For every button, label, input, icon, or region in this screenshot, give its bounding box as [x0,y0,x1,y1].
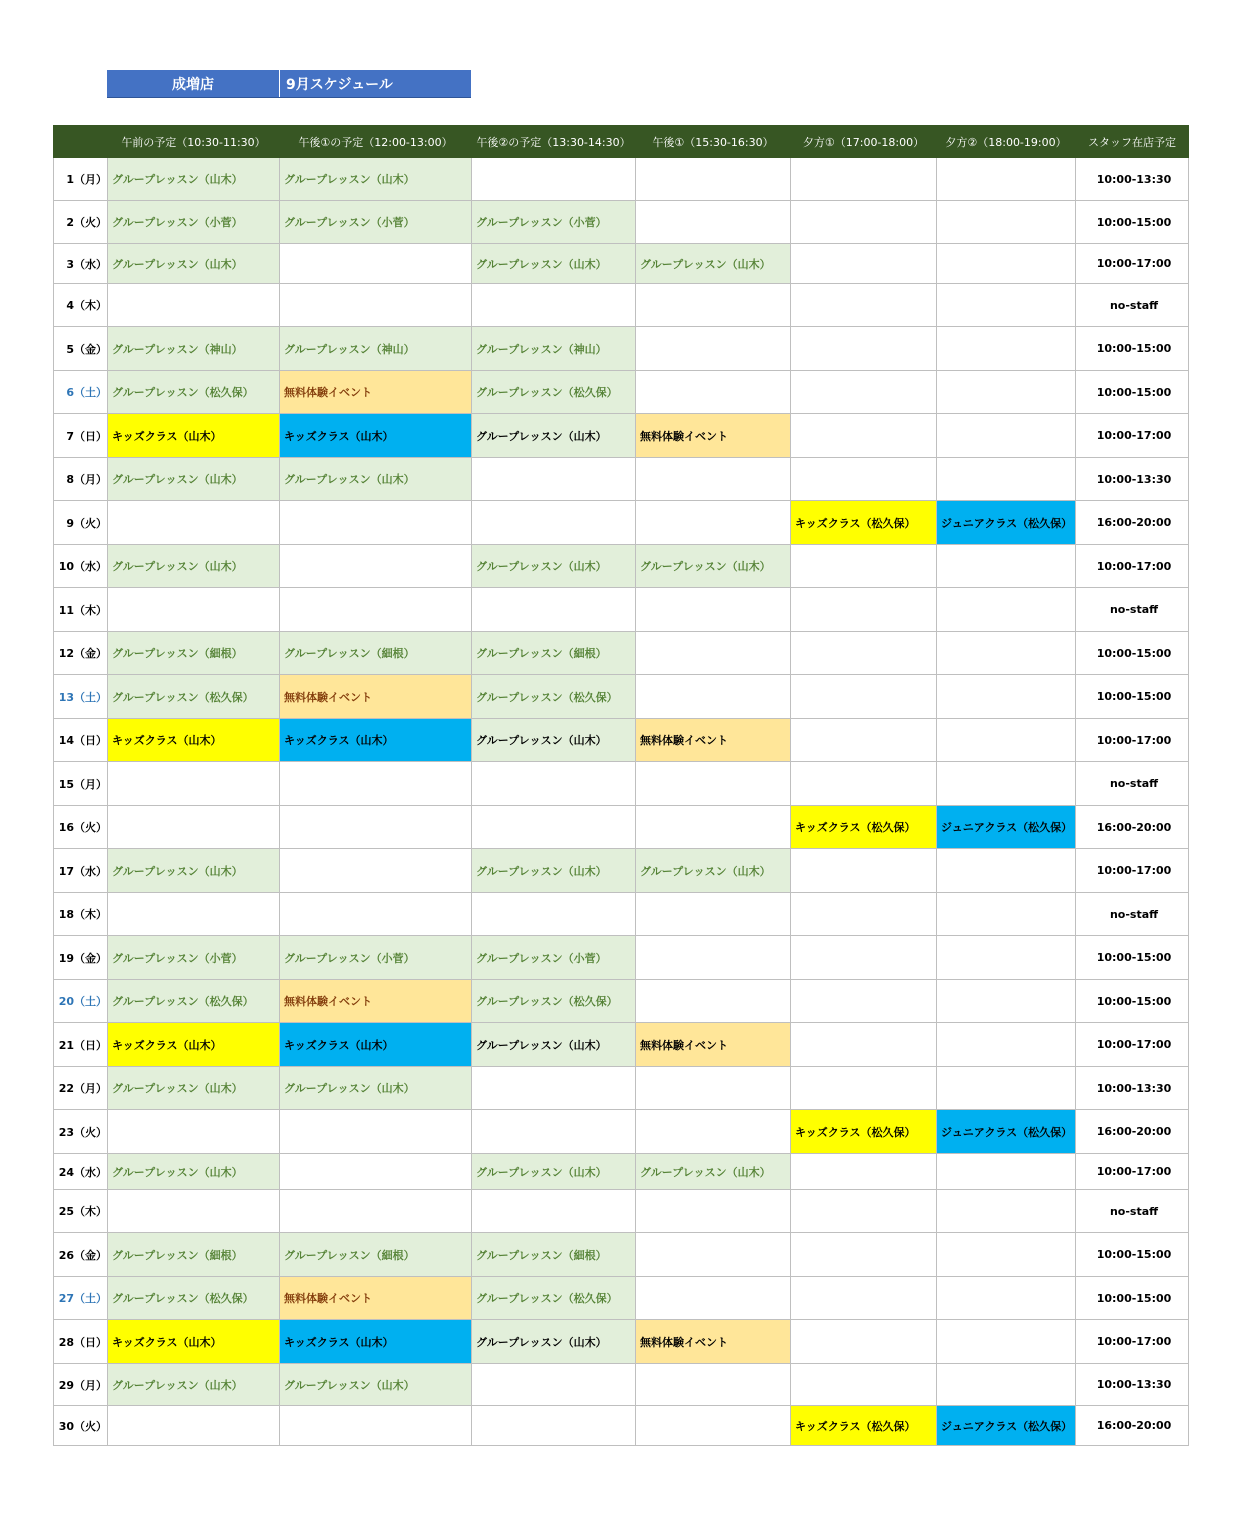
table-row [54,980,1189,1023]
day-cell: 3（水） [54,244,108,284]
slot-morning[interactable]: グループレッスン（山木） [108,849,280,893]
slot-afternoon-1[interactable]: 無料体験イベント [280,675,472,719]
staff-hours: 10:00-15:00 [1076,327,1189,371]
slot-morning[interactable]: グループレッスン（小菅） [108,936,280,980]
slot-afternoon-2[interactable]: グループレッスン（細根） [472,632,636,675]
staff-hours: no-staff [1076,284,1189,327]
staff-hours: no-staff [1076,893,1189,936]
slot-evening-2[interactable] [937,632,1076,675]
table-row [54,849,1189,893]
slot-afternoon-1[interactable] [280,849,472,893]
slot-afternoon-2[interactable]: グループレッスン（小菅） [472,201,636,244]
header-evening-1: 夕方①（17:00-18:00） [791,126,937,158]
slot-afternoon-3[interactable]: 無料体験イベント [636,719,791,762]
slot-evening-1[interactable] [791,1320,937,1364]
slot-evening-1[interactable] [791,980,937,1023]
slot-morning[interactable]: グループレッスン（山木） [108,244,280,284]
slot-evening-2[interactable] [937,158,1076,201]
slot-afternoon-3[interactable] [636,458,791,501]
slot-afternoon-2[interactable] [472,1190,636,1233]
slot-evening-1[interactable] [791,1233,937,1277]
staff-hours: 10:00-13:30 [1076,1364,1189,1406]
slot-evening-2[interactable] [937,1233,1076,1277]
day-cell: 17（水） [54,849,108,893]
slot-afternoon-1[interactable] [280,588,472,632]
slot-evening-2[interactable] [937,936,1076,980]
slot-evening-2[interactable] [937,327,1076,371]
slot-afternoon-2[interactable]: グループレッスン（松久保） [472,675,636,719]
table-row [54,158,1189,201]
header-staff: スタッフ在店予定 [1076,126,1189,158]
slot-afternoon-1[interactable] [280,893,472,936]
slot-afternoon-1[interactable]: キッズクラス（山木） [280,1320,472,1364]
slot-afternoon-3[interactable] [636,1190,791,1233]
store-name: 成増店 [107,70,280,97]
slot-afternoon-1[interactable]: グループレッスン（山木） [280,1364,472,1406]
slot-evening-1[interactable] [791,158,937,201]
slot-afternoon-3[interactable] [636,1067,791,1110]
slot-evening-2[interactable] [937,675,1076,719]
staff-hours: 10:00-17:00 [1076,849,1189,893]
staff-hours: 16:00-20:00 [1076,806,1189,849]
slot-evening-1[interactable] [791,762,937,806]
slot-afternoon-3[interactable]: グループレッスン（山木） [636,244,791,284]
table-row [54,1320,1189,1364]
slot-afternoon-2[interactable] [472,588,636,632]
staff-hours: 10:00-15:00 [1076,675,1189,719]
slot-evening-1[interactable] [791,1277,937,1320]
staff-hours: no-staff [1076,588,1189,632]
day-cell: 14（日） [54,719,108,762]
staff-hours: 10:00-15:00 [1076,201,1189,244]
slot-morning[interactable]: キッズクラス（山木） [108,1320,280,1364]
day-cell: 10（水） [54,545,108,588]
slot-evening-1[interactable] [791,201,937,244]
table-row [54,762,1189,806]
table-row [54,501,1189,545]
day-cell: 8（月） [54,458,108,501]
slot-evening-2[interactable]: ジュニアクラス（松久保） [937,806,1076,849]
table-row [54,201,1189,244]
day-cell: 20（土） [54,980,108,1023]
slot-morning[interactable] [108,806,280,849]
slot-afternoon-1[interactable]: グループレッスン（細根） [280,1233,472,1277]
slot-afternoon-2[interactable] [472,806,636,849]
slot-evening-1[interactable] [791,244,937,284]
day-cell: 4（木） [54,284,108,327]
slot-morning[interactable]: グループレッスン（山木） [108,1067,280,1110]
header-afternoon-1: 午後①の予定（12:00-13:00） [280,126,472,158]
slot-evening-1[interactable] [791,588,937,632]
day-cell: 13（土） [54,675,108,719]
staff-hours: 10:00-15:00 [1076,371,1189,414]
slot-afternoon-1[interactable] [280,244,472,284]
slot-afternoon-2[interactable] [472,893,636,936]
slot-afternoon-3[interactable] [636,1364,791,1406]
slot-afternoon-1[interactable]: キッズクラス（山木） [280,1023,472,1067]
slot-morning[interactable]: キッズクラス（山木） [108,414,280,458]
slot-afternoon-2[interactable]: グループレッスン（山木） [472,849,636,893]
slot-afternoon-3[interactable] [636,1277,791,1320]
day-cell: 15（月） [54,762,108,806]
slot-morning[interactable]: グループレッスン（松久保） [108,371,280,414]
staff-hours: 10:00-17:00 [1076,545,1189,588]
slot-evening-1[interactable] [791,675,937,719]
table-row [54,936,1189,980]
slot-evening-1[interactable] [791,936,937,980]
slot-afternoon-2[interactable]: グループレッスン（山木） [472,244,636,284]
staff-hours: 10:00-17:00 [1076,1023,1189,1067]
slot-afternoon-1[interactable]: グループレッスン（小菅） [280,936,472,980]
table-row [54,806,1189,849]
day-cell: 25（木） [54,1190,108,1233]
slot-evening-2[interactable] [937,1320,1076,1364]
header-afternoon-3: 午後①（15:30-16:30） [636,126,791,158]
slot-morning[interactable]: グループレッスン（神山） [108,327,280,371]
slot-evening-1[interactable] [791,545,937,588]
day-cell: 9（火） [54,501,108,545]
slot-evening-1[interactable]: キッズクラス（松久保） [791,501,937,545]
slot-morning[interactable]: キッズクラス（山木） [108,1023,280,1067]
staff-hours: 10:00-13:30 [1076,1067,1189,1110]
day-cell: 23（火） [54,1110,108,1154]
slot-morning[interactable] [108,588,280,632]
day-cell: 6（土） [54,371,108,414]
table-row [54,893,1189,936]
slot-evening-2[interactable] [937,1277,1076,1320]
table-row [54,1277,1189,1320]
slot-evening-1[interactable] [791,893,937,936]
schedule-table [53,125,1189,1446]
table-row [54,1364,1189,1406]
slot-morning[interactable]: グループレッスン（山木） [108,158,280,201]
slot-afternoon-2[interactable]: グループレッスン（山木） [472,719,636,762]
slot-afternoon-1[interactable]: 無料体験イベント [280,980,472,1023]
slot-afternoon-1[interactable] [280,501,472,545]
slot-afternoon-1[interactable] [280,284,472,327]
header-row [54,126,1189,158]
header-evening-2: 夕方②（18:00-19:00） [937,126,1076,158]
slot-afternoon-3[interactable] [636,980,791,1023]
slot-afternoon-2[interactable]: グループレッスン（松久保） [472,371,636,414]
slot-evening-1[interactable]: キッズクラス（松久保） [791,1406,937,1446]
slot-afternoon-1[interactable] [280,1154,472,1190]
staff-hours: no-staff [1076,1190,1189,1233]
day-cell: 26（金） [54,1233,108,1277]
slot-afternoon-1[interactable]: グループレッスン（山木） [280,1067,472,1110]
slot-evening-2[interactable] [937,201,1076,244]
slot-afternoon-2[interactable]: グループレッスン（山木） [472,1320,636,1364]
slot-morning[interactable] [108,1190,280,1233]
slot-afternoon-3[interactable] [636,1406,791,1446]
slot-morning[interactable] [108,762,280,806]
slot-afternoon-3[interactable] [636,371,791,414]
slot-morning[interactable]: グループレッスン（細根） [108,632,280,675]
slot-afternoon-2[interactable]: グループレッスン（松久保） [472,980,636,1023]
slot-afternoon-2[interactable]: グループレッスン（神山） [472,327,636,371]
staff-hours: 10:00-15:00 [1076,936,1189,980]
staff-hours: 10:00-15:00 [1076,632,1189,675]
staff-hours: 10:00-15:00 [1076,1233,1189,1277]
slot-morning[interactable]: キッズクラス（山木） [108,719,280,762]
slot-afternoon-3[interactable] [636,201,791,244]
table-row [54,1110,1189,1154]
table-row [54,327,1189,371]
table-row [54,632,1189,675]
slot-afternoon-1[interactable]: グループレッスン（山木） [280,458,472,501]
staff-hours: 16:00-20:00 [1076,501,1189,545]
slot-morning[interactable] [108,893,280,936]
slot-afternoon-1[interactable]: 無料体験イベント [280,1277,472,1320]
slot-evening-1[interactable] [791,1023,937,1067]
slot-evening-2[interactable] [937,980,1076,1023]
slot-evening-1[interactable] [791,458,937,501]
slot-evening-2[interactable] [937,284,1076,327]
slot-afternoon-3[interactable]: 無料体験イベント [636,414,791,458]
day-cell: 30（火） [54,1406,108,1446]
slot-afternoon-3[interactable] [636,1233,791,1277]
table-row [54,458,1189,501]
slot-evening-1[interactable] [791,1067,937,1110]
slot-morning[interactable]: グループレッスン（松久保） [108,980,280,1023]
slot-afternoon-2[interactable] [472,501,636,545]
slot-afternoon-3[interactable]: 無料体験イベント [636,1023,791,1067]
slot-evening-2[interactable]: ジュニアクラス（松久保） [937,1110,1076,1154]
header-day [54,126,108,158]
table-row [54,1190,1189,1233]
slot-evening-1[interactable] [791,414,937,458]
slot-afternoon-3[interactable]: グループレッスン（山木） [636,1154,791,1190]
slot-afternoon-1[interactable] [280,545,472,588]
slot-afternoon-3[interactable] [636,893,791,936]
staff-hours: 10:00-13:30 [1076,158,1189,201]
day-cell: 18（木） [54,893,108,936]
slot-afternoon-3[interactable]: 無料体験イベント [636,1320,791,1364]
staff-hours: 10:00-17:00 [1076,1154,1189,1190]
slot-afternoon-1[interactable]: グループレッスン（細根） [280,632,472,675]
staff-hours: 10:00-15:00 [1076,1277,1189,1320]
table-row [54,1023,1189,1067]
day-cell: 28（日） [54,1320,108,1364]
slot-afternoon-2[interactable] [472,458,636,501]
day-cell: 21（日） [54,1023,108,1067]
slot-morning[interactable]: グループレッスン（松久保） [108,675,280,719]
slot-afternoon-1[interactable] [280,1406,472,1446]
slot-afternoon-2[interactable]: グループレッスン（山木） [472,1023,636,1067]
staff-hours: 10:00-17:00 [1076,244,1189,284]
staff-hours: 10:00-17:00 [1076,719,1189,762]
slot-evening-1[interactable] [791,849,937,893]
slot-afternoon-2[interactable] [472,1406,636,1446]
table-row [54,675,1189,719]
slot-evening-2[interactable] [937,588,1076,632]
slot-morning[interactable] [108,1110,280,1154]
day-cell: 11（木） [54,588,108,632]
slot-evening-1[interactable] [791,719,937,762]
slot-afternoon-2[interactable]: グループレッスン（山木） [472,545,636,588]
slot-morning[interactable]: グループレッスン（山木） [108,1364,280,1406]
table-row [54,1406,1189,1446]
slot-evening-1[interactable] [791,1190,937,1233]
slot-afternoon-3[interactable] [636,501,791,545]
slot-afternoon-2[interactable]: グループレッスン（山木） [472,1154,636,1190]
slot-evening-1[interactable] [791,371,937,414]
slot-evening-2[interactable] [937,1364,1076,1406]
slot-afternoon-2[interactable] [472,1067,636,1110]
slot-evening-1[interactable] [791,1364,937,1406]
slot-afternoon-3[interactable]: グループレッスン（山木） [636,545,791,588]
slot-morning[interactable]: グループレッスン（山木） [108,545,280,588]
slot-afternoon-3[interactable] [636,762,791,806]
slot-afternoon-1[interactable] [280,1110,472,1154]
slot-afternoon-2[interactable] [472,1110,636,1154]
slot-evening-1[interactable] [791,1154,937,1190]
staff-hours: no-staff [1076,762,1189,806]
slot-afternoon-2[interactable]: グループレッスン（小菅） [472,936,636,980]
table-row [54,719,1189,762]
day-cell: 2（火） [54,201,108,244]
slot-afternoon-3[interactable] [636,632,791,675]
header-morning: 午前の予定（10:30-11:30） [108,126,280,158]
slot-afternoon-2[interactable] [472,284,636,327]
slot-evening-2[interactable] [937,545,1076,588]
slot-afternoon-2[interactable] [472,1364,636,1406]
day-cell: 19（金） [54,936,108,980]
slot-evening-2[interactable] [937,371,1076,414]
slot-afternoon-3[interactable] [636,936,791,980]
day-cell: 24（水） [54,1154,108,1190]
slot-afternoon-3[interactable] [636,327,791,371]
slot-morning[interactable]: グループレッスン（松久保） [108,1277,280,1320]
slot-afternoon-2[interactable]: グループレッスン（松久保） [472,1277,636,1320]
slot-afternoon-2[interactable] [472,762,636,806]
slot-afternoon-3[interactable] [636,588,791,632]
slot-afternoon-1[interactable]: 無料体験イベント [280,371,472,414]
month-title: 9月スケジュール [286,76,393,93]
slot-evening-1[interactable]: キッズクラス（松久保） [791,1110,937,1154]
slot-evening-2[interactable] [937,1067,1076,1110]
slot-afternoon-2[interactable]: グループレッスン（山木） [472,414,636,458]
slot-afternoon-3[interactable]: グループレッスン（山木） [636,849,791,893]
day-cell: 1（月） [54,158,108,201]
table-row [54,371,1189,414]
table-row [54,284,1189,327]
table-row [54,1154,1189,1190]
staff-hours: 16:00-20:00 [1076,1110,1189,1154]
slot-evening-2[interactable] [937,719,1076,762]
slot-afternoon-1[interactable]: グループレッスン（神山） [280,327,472,371]
staff-hours: 10:00-17:00 [1076,414,1189,458]
slot-afternoon-1[interactable] [280,762,472,806]
slot-evening-1[interactable] [791,632,937,675]
slot-evening-2[interactable]: ジュニアクラス（松久保） [937,501,1076,545]
day-cell: 5（金） [54,327,108,371]
staff-hours: 10:00-17:00 [1076,1320,1189,1364]
slot-afternoon-3[interactable] [636,675,791,719]
slot-afternoon-2[interactable]: グループレッスン（細根） [472,1233,636,1277]
staff-hours: 10:00-15:00 [1076,980,1189,1023]
header-afternoon-2: 午後②の予定（13:30-14:30） [472,126,636,158]
day-cell: 7（日） [54,414,108,458]
slot-evening-2[interactable] [937,1023,1076,1067]
slot-morning[interactable]: グループレッスン（山木） [108,1154,280,1190]
day-cell: 29（月） [54,1364,108,1406]
slot-afternoon-2[interactable] [472,158,636,201]
table-row [54,1067,1189,1110]
slot-evening-1[interactable] [791,284,937,327]
slot-evening-2[interactable]: ジュニアクラス（松久保） [937,1406,1076,1446]
staff-hours: 16:00-20:00 [1076,1406,1189,1446]
slot-afternoon-1[interactable] [280,806,472,849]
schedule-title-bar [107,70,471,98]
slot-afternoon-3[interactable] [636,806,791,849]
slot-afternoon-1[interactable]: グループレッスン（小菅） [280,201,472,244]
table-row [54,545,1189,588]
table-row [54,588,1189,632]
slot-morning[interactable]: グループレッスン（細根） [108,1233,280,1277]
slot-evening-2[interactable] [937,1154,1076,1190]
slot-morning[interactable]: グループレッスン（山木） [108,458,280,501]
slot-evening-2[interactable] [937,244,1076,284]
slot-evening-2[interactable] [937,893,1076,936]
slot-morning[interactable] [108,284,280,327]
day-cell: 16（火） [54,806,108,849]
day-cell: 12（金） [54,632,108,675]
slot-evening-1[interactable] [791,327,937,371]
slot-evening-1[interactable]: キッズクラス（松久保） [791,806,937,849]
day-cell: 27（土） [54,1277,108,1320]
day-cell: 22（月） [54,1067,108,1110]
slot-evening-2[interactable] [937,1190,1076,1233]
slot-afternoon-3[interactable] [636,284,791,327]
slot-evening-2[interactable] [937,414,1076,458]
staff-hours: 10:00-13:30 [1076,458,1189,501]
slot-afternoon-3[interactable] [636,158,791,201]
table-row [54,1233,1189,1277]
slot-morning[interactable] [108,1406,280,1446]
table-row [54,244,1189,284]
slot-afternoon-1[interactable]: キッズクラス（山木） [280,414,472,458]
slot-morning[interactable]: グループレッスン（小菅） [108,201,280,244]
slot-afternoon-1[interactable]: キッズクラス（山木） [280,719,472,762]
slot-evening-2[interactable] [937,458,1076,501]
slot-morning[interactable] [108,501,280,545]
slot-evening-2[interactable] [937,849,1076,893]
slot-evening-2[interactable] [937,762,1076,806]
slot-afternoon-1[interactable] [280,1190,472,1233]
slot-afternoon-1[interactable]: グループレッスン（山木） [280,158,472,201]
schedule-body [54,158,1189,1446]
slot-afternoon-3[interactable] [636,1110,791,1154]
table-row [54,414,1189,458]
